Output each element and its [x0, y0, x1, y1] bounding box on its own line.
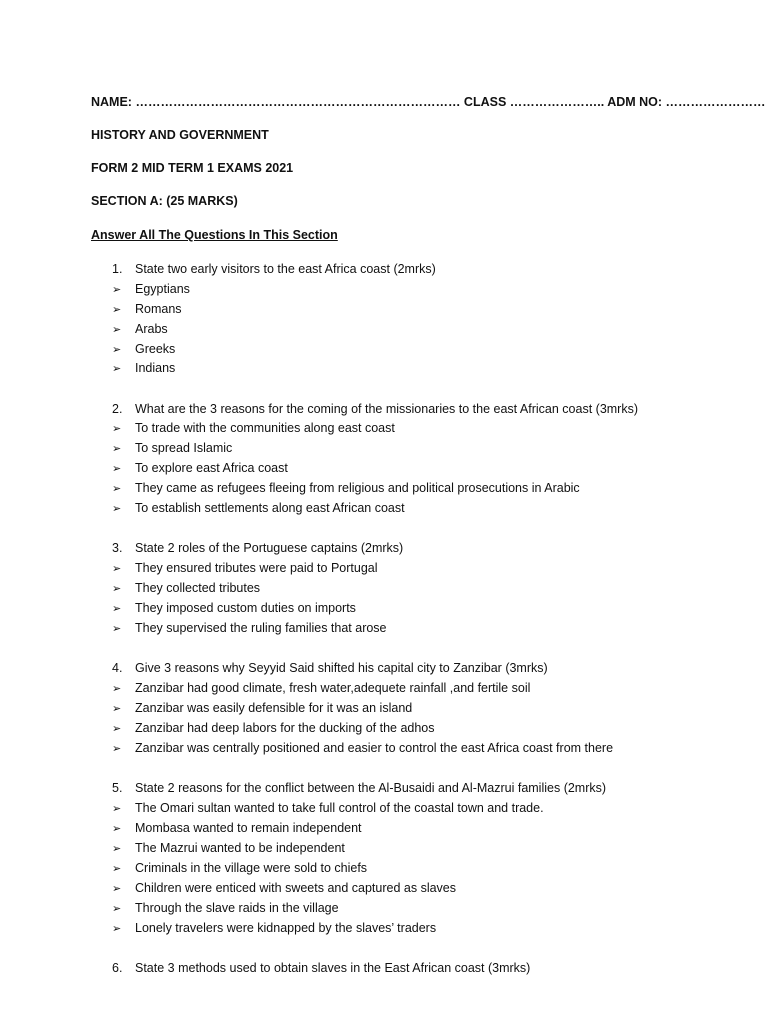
arrow-bullet-icon: ➢ — [112, 823, 122, 835]
answer-item: ➢ Indians — [112, 361, 176, 375]
question-text: State 2 roles of the Portuguese captains (2mrks) — [135, 541, 404, 555]
section-title: SECTION A: (25 MARKS) — [91, 194, 238, 208]
arrow-bullet-icon: ➢ — [112, 923, 122, 935]
answer-item: ➢ Zanzibar was centrally positioned and easier to control the east Africa coast from there — [112, 741, 614, 755]
question-number: 4. — [112, 661, 123, 675]
answer-item: ➢ The Mazrui wanted to be independent — [112, 841, 345, 855]
arrow-bullet-icon: ➢ — [112, 483, 122, 495]
question-number: 3. — [112, 541, 123, 555]
answer-item: ➢ To trade with the communities along east coast — [112, 421, 395, 435]
arrow-bullet-icon: ➢ — [112, 863, 122, 875]
answer-item: ➢ They imposed custom duties on imports — [112, 601, 356, 615]
arrow-bullet-icon: ➢ — [112, 803, 122, 815]
question-text: Give 3 reasons why Seyyid Said shifted his capital city to Zanzibar (3mrks) — [135, 661, 548, 675]
answer-item: ➢ To establish settlements along east African coast — [112, 501, 405, 515]
question-text: State 3 methods used to obtain slaves in the East African coast (3mrks) — [135, 961, 531, 975]
answer-item: ➢ They collected tributes — [112, 581, 261, 595]
arrow-bullet-icon: ➢ — [112, 883, 122, 895]
arrow-bullet-icon: ➢ — [112, 843, 122, 855]
answer-item: ➢ Criminals in the village were sold to chiefs — [112, 861, 368, 875]
question-2 — [112, 401, 638, 417]
question-number: 6. — [112, 961, 123, 975]
question-4 — [112, 660, 548, 676]
answer-item: ➢ Zanzibar had good climate, fresh water,adequete rainfall ,and fertile soil — [112, 681, 531, 695]
arrow-bullet-icon: ➢ — [112, 284, 122, 296]
arrow-bullet-icon: ➢ — [112, 683, 122, 695]
answer-item: ➢ Through the slave raids in the village — [112, 901, 339, 915]
exam-title: FORM 2 MID TERM 1 EXAMS 2021 — [91, 161, 294, 175]
answer-item: ➢ To explore east Africa coast — [112, 461, 288, 475]
arrow-bullet-icon: ➢ — [112, 304, 122, 316]
arrow-bullet-icon: ➢ — [112, 603, 122, 615]
arrow-bullet-icon: ➢ — [112, 743, 122, 755]
question-number: 2. — [112, 402, 123, 416]
question-6 — [112, 960, 530, 976]
arrow-bullet-icon: ➢ — [112, 703, 122, 715]
instruction-text: Answer All The Questions In This Section — [91, 228, 338, 242]
arrow-bullet-icon: ➢ — [112, 723, 122, 735]
answer-item: ➢ Greeks — [112, 342, 176, 356]
answer-item: ➢ Zanzibar had deep labors for the ducking of the adhos — [112, 721, 435, 735]
subject-title: HISTORY AND GOVERNMENT — [91, 128, 269, 142]
answer-item: ➢ They supervised the ruling families that arose — [112, 621, 387, 635]
arrow-bullet-icon: ➢ — [112, 623, 122, 635]
arrow-bullet-icon: ➢ — [112, 563, 122, 575]
arrow-bullet-icon: ➢ — [112, 903, 122, 915]
answer-item: ➢ Zanzibar was easily defensible for it was an island — [112, 701, 413, 715]
arrow-bullet-icon: ➢ — [112, 324, 122, 336]
question-number: 1. — [112, 262, 123, 276]
answer-item: ➢ Romans — [112, 302, 182, 316]
question-text: State 2 reasons for the conflict between the Al-Busaidi and Al-Mazrui families (2mrks) — [135, 781, 607, 795]
arrow-bullet-icon: ➢ — [112, 344, 122, 356]
answer-item: ➢ To spread Islamic — [112, 441, 233, 455]
arrow-bullet-icon: ➢ — [112, 443, 122, 455]
answer-item: ➢ Children were enticed with sweets and captured as slaves — [112, 881, 457, 895]
name-class-adm-line: NAME: …………………………………………………………………… CLASS ………………….. ADM NO: …………………… — [91, 95, 766, 109]
answer-item: ➢ Lonely travelers were kidnapped by the slaves’ traders — [112, 921, 437, 935]
answer-item: ➢ Mombasa wanted to remain independent — [112, 821, 362, 835]
arrow-bullet-icon: ➢ — [112, 583, 122, 595]
arrow-bullet-icon: ➢ — [112, 463, 122, 475]
question-3 — [112, 540, 403, 556]
answer-item: ➢ Arabs — [112, 322, 168, 336]
arrow-bullet-icon: ➢ — [112, 363, 122, 375]
answer-item: ➢ The Omari sultan wanted to take full control of the coastal town and trade. — [112, 801, 544, 815]
answer-item: ➢ They ensured tributes were paid to Portugal — [112, 561, 378, 575]
question-1 — [112, 261, 436, 277]
answer-item: ➢ Egyptians — [112, 282, 190, 296]
question-number: 5. — [112, 781, 123, 795]
question-text: State two early visitors to the east Africa coast (2mrks) — [135, 262, 436, 276]
question-text: What are the 3 reasons for the coming of the missionaries to the east African coast (3mrks) — [135, 402, 639, 416]
question-5 — [112, 780, 606, 796]
arrow-bullet-icon: ➢ — [112, 503, 122, 515]
answer-item: ➢ They came as refugees fleeing from religious and political prosecutions in Arabic — [112, 481, 580, 495]
arrow-bullet-icon: ➢ — [112, 423, 122, 435]
